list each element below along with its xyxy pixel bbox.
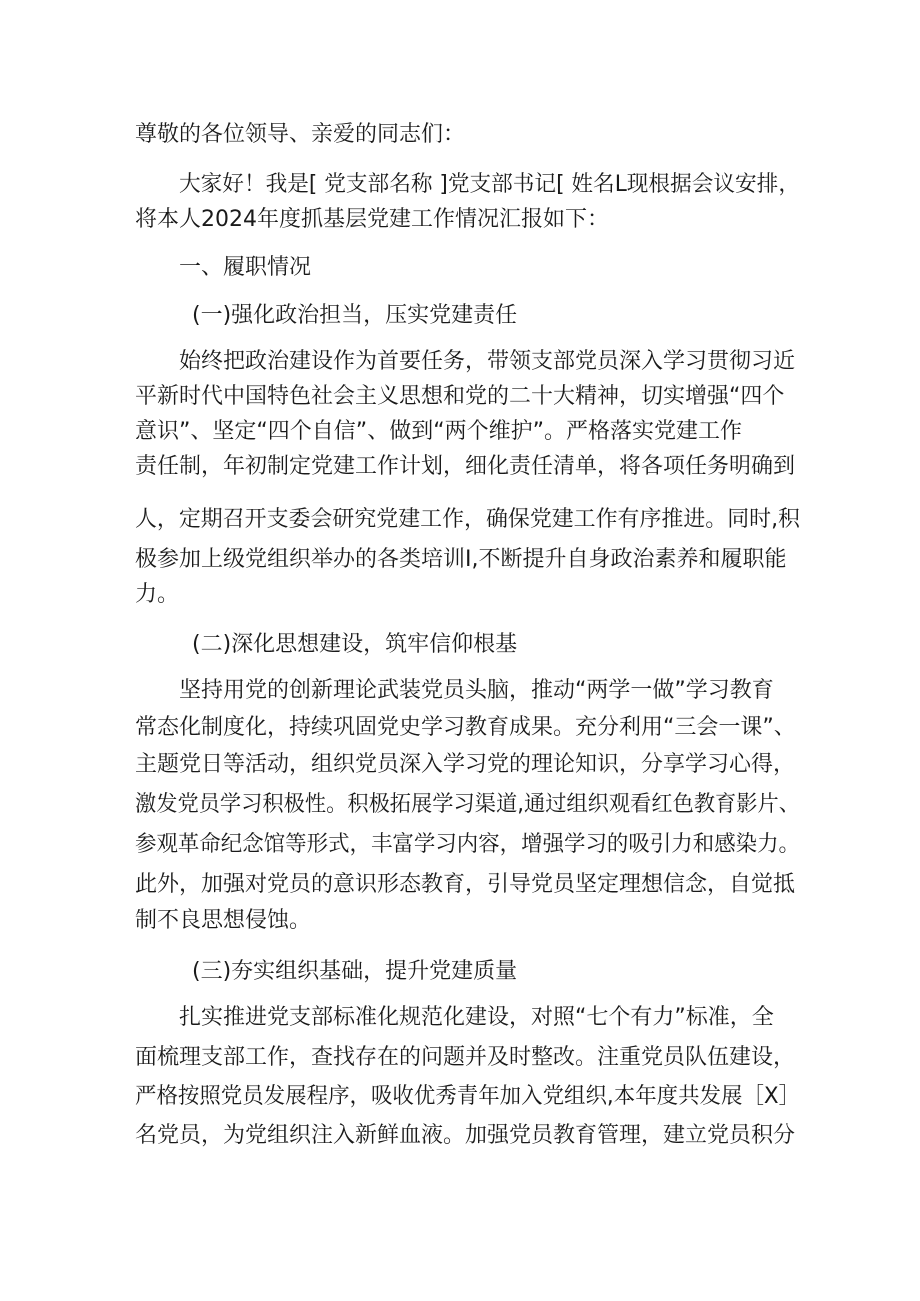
sub1-body-line: 力。 (135, 582, 180, 607)
intro-line-1: 大家好！我是[ 党支部名称 ]党支部书记[ 姓名L现根据会议安排， (179, 172, 800, 197)
sub3-body-line: 名党员，为党组织注入新鲜血液。加强党员教育管理，建立党员积分 (135, 1123, 796, 1148)
sub2-body-line: 常态化制度化，持续巩固党史学习教育成果。充分利用“三会一课”、 (135, 715, 796, 740)
sub2-body-line: 主题党日等活动，组织党员深入学习党的理论知识，分享学习心得， (135, 752, 796, 777)
subsection-1-title: (一)强化政治担当，压实党建责任 (192, 303, 518, 328)
sub1-body-line: 意识”、坚定“四个自信”、做到“两个维护”。严格落实党建工作 (135, 419, 742, 444)
sub1-body-line: 极参加上级党组织举办的各类培训I,不断提升自身政治素养和履职能 (135, 547, 787, 572)
salutation: 尊敬的各位领导、亲爱的同志们： (135, 122, 466, 147)
sub2-body-line: 参观革命纪念馆等形式，丰富学习内容，增强学习的吸引力和感染力。 (135, 832, 801, 857)
sub1-body-line: 责任制，年初制定党建工作计划，细化责任清单，将各项任务明确到 (135, 454, 796, 479)
sub3-body-line: 扎实推进党支部标准化规范化建设，对照“七个有力”标准，全 (179, 1005, 774, 1030)
sub2-body-line: 此外，加强对党员的意识形态教育，引导党员坚定理想信念，自觉抵 (135, 872, 796, 897)
subsection-2-title: (二)深化思想建设，筑牢信仰根基 (192, 632, 518, 657)
subsection-3-title: (三)夯实组织基础，提升党建质量 (192, 959, 518, 984)
intro-line-2: 将本人2024年度抓基层党建工作情况汇报如下： (135, 207, 609, 232)
sub1-body-line: 始终把政治建设作为首要任务，带领支部党员深入学习贯彻习近 (179, 349, 796, 374)
sub1-body-line: 人，定期召开支委会研究党建工作，确保党建工作有序推进。同时,积 (135, 507, 800, 532)
sub3-body-line: 严格按照党员发展程序，吸收优秀青年加入党组织,本年度共发展［X］ (135, 1084, 801, 1109)
section-title: 一、履职情况 (179, 255, 312, 280)
sub2-body-line: 坚持用党的创新理论武装党员头脑，推动“两学一做”学习教育 (179, 678, 774, 703)
sub2-body-line: 制不良思想侵蚀。 (135, 908, 312, 933)
sub3-body-line: 面梳理支部工作，查找存在的问题并及时整改。注重党员队伍建设， (135, 1045, 796, 1070)
sub1-body-line: 平新时代中国特色社会主义思想和党的二十大精神，切实增强“四个 (135, 384, 785, 409)
sub2-body-line: 激发党员学习积极性。积极拓展学习渠道,通过组织观看红色教育影片、 (135, 792, 800, 817)
